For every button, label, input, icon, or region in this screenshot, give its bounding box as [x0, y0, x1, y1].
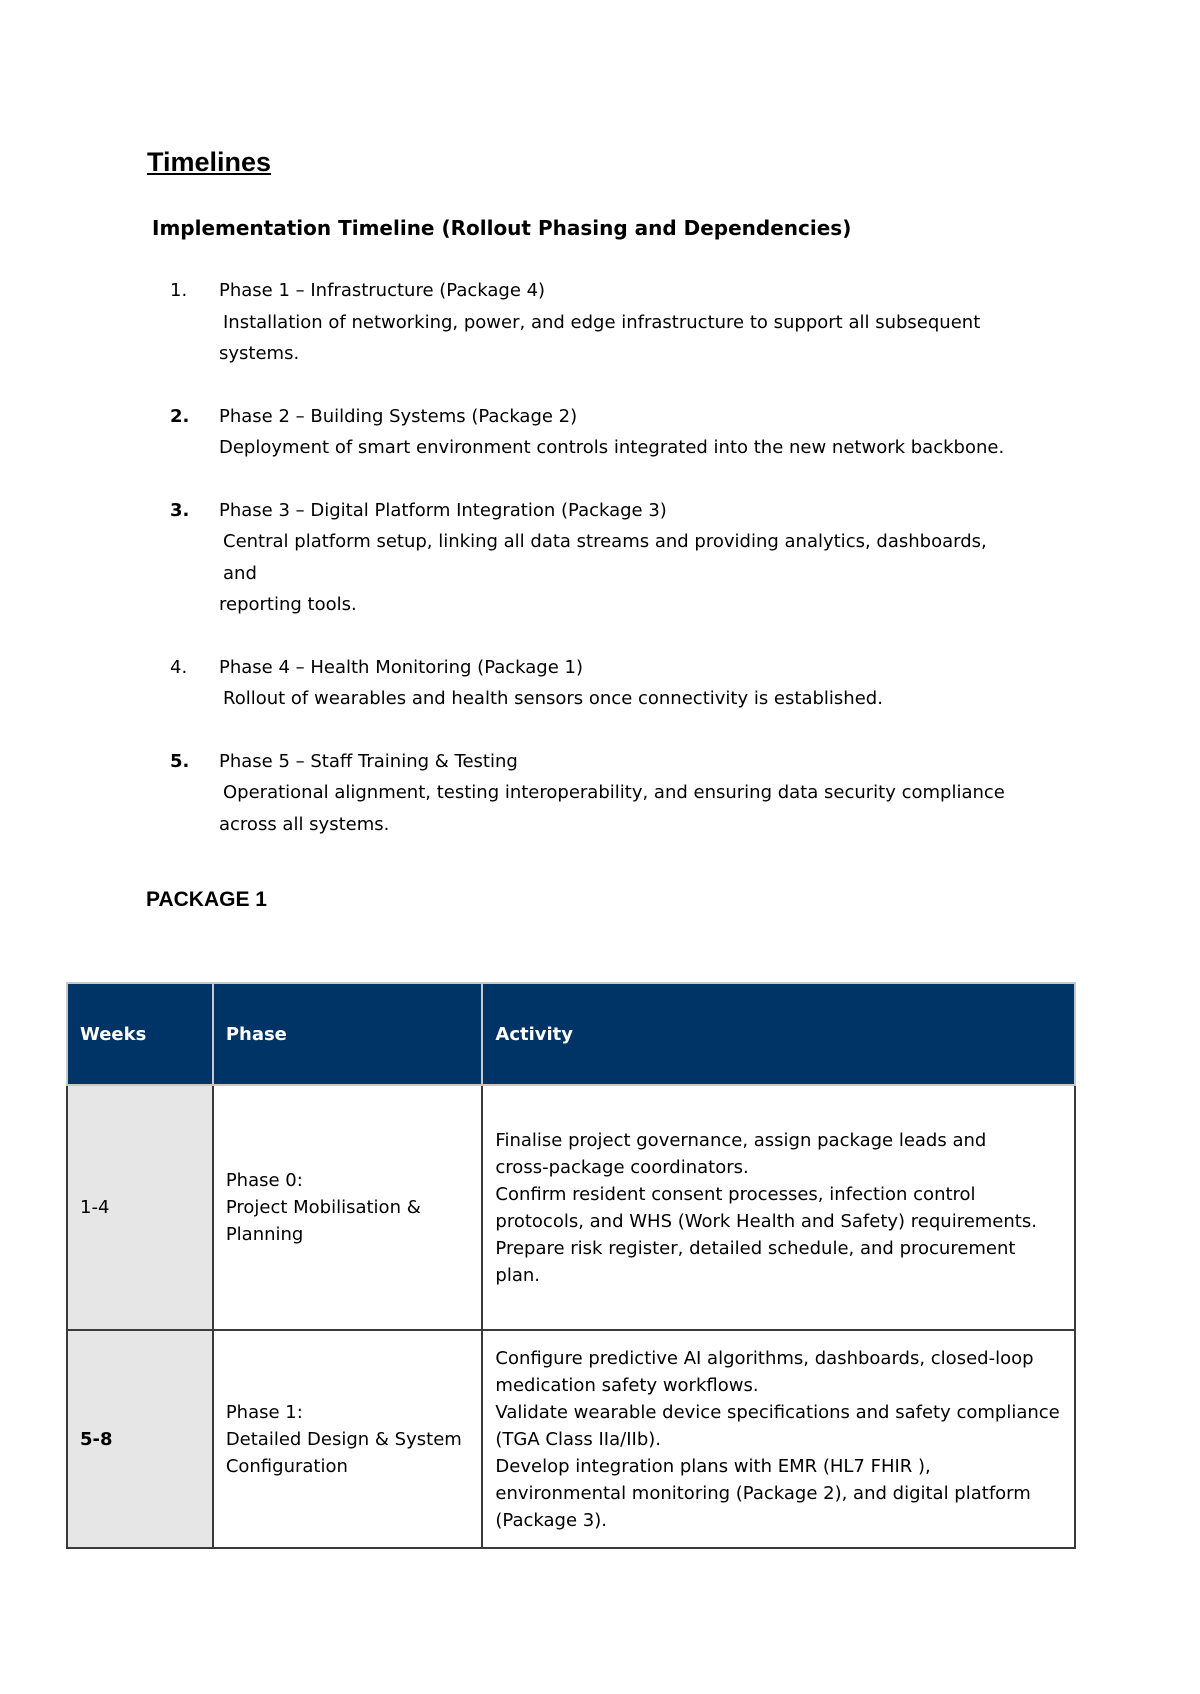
phase-label: Phase 0: [225, 1170, 303, 1191]
phase-name: Configuration [225, 1455, 348, 1477]
phase-description: Installation of networking, power, and edge infrastructure to support all subsequent [223, 311, 981, 333]
activity-line: cross-package coordinators. [495, 1156, 749, 1178]
activity-line: (TGA Class IIa/IIb). [495, 1428, 661, 1450]
list-number: 1. [170, 280, 188, 301]
phase-cell [213, 1330, 483, 1548]
phase-description: Rollout of wearables and health sensors once connectivity is established. [223, 688, 883, 709]
phase-label: Phase 1: [225, 1401, 303, 1423]
list-item [170, 495, 1070, 621]
page-title: Timelines [147, 147, 272, 177]
list-number: 2. [170, 405, 190, 427]
phase-description: Central platform setup, linking all data streams and providing analytics, dashboards, and [223, 531, 987, 584]
activity-line: protocols, and WHS (Work Health and Safety) requirements. [495, 1210, 1037, 1232]
phase-description: reporting tools. [219, 594, 357, 615]
phase-description: systems. [219, 343, 300, 364]
activity-line: Confirm resident consent processes, infection control [495, 1183, 976, 1205]
column-header-phase: Phase [213, 983, 483, 1085]
table-row [67, 1330, 1075, 1548]
activity-cell [482, 1085, 1075, 1330]
phase-description: Deployment of smart environment controls integrated into the new network backbone. [219, 437, 1005, 458]
list-item [170, 746, 1070, 841]
phase-name: Detailed Design & System [225, 1428, 462, 1450]
phase-description: across all systems. [219, 813, 390, 835]
activity-line: Prepare risk register, detailed schedule, and procurement plan. [495, 1237, 1016, 1286]
phase-list [170, 275, 1070, 871]
phase-cell [213, 1085, 483, 1330]
column-header-activity: Activity [482, 983, 1075, 1085]
list-item [170, 275, 1070, 370]
list-item [170, 401, 1070, 464]
phase-title: Phase 3 – Digital Platform Integration (Package 3) [219, 499, 667, 521]
activity-line: Validate wearable device specifications and safety compliance [495, 1401, 1060, 1423]
section-heading: Implementation Timeline (Rollout Phasing and Dependencies) [152, 216, 852, 240]
phase-title: Phase 2 – Building Systems (Package 2) [219, 405, 578, 427]
list-number: 5. [170, 750, 190, 772]
activity-line: medication safety workflows. [495, 1374, 759, 1396]
weeks-cell: 5-8 [67, 1330, 213, 1548]
activity-line: Develop integration plans with EMR (HL7 FHIR ), [495, 1455, 931, 1477]
list-item [170, 652, 1070, 715]
list-number: 4. [170, 656, 188, 678]
phase-title: Phase 1 – Infrastructure (Package 4) [219, 280, 546, 301]
phase-name: Planning [225, 1224, 304, 1245]
activity-line: (Package 3). [495, 1509, 607, 1531]
column-header-weeks: Weeks [67, 983, 213, 1085]
phase-description: Operational alignment, testing interoperability, and ensuring data security compliance [223, 782, 1005, 803]
table-header-row [67, 983, 1075, 1085]
package-heading: PACKAGE 1 [146, 888, 267, 911]
activity-line: Configure predictive AI algorithms, dashboards, closed-loop [495, 1347, 1034, 1369]
weeks-cell: 1-4 [67, 1085, 213, 1330]
package-timeline-table [66, 982, 1076, 1549]
table-row [67, 1085, 1075, 1330]
activity-cell [482, 1330, 1075, 1548]
phase-name: Project Mobilisation & [225, 1197, 421, 1218]
activity-line: Finalise project governance, assign package leads and [495, 1129, 987, 1151]
activity-line: environmental monitoring (Package 2), and digital platform [495, 1482, 1031, 1504]
list-number: 3. [170, 499, 190, 521]
phase-title: Phase 4 – Health Monitoring (Package 1) [219, 656, 583, 678]
phase-title: Phase 5 – Staff Training & Testing [219, 750, 518, 772]
